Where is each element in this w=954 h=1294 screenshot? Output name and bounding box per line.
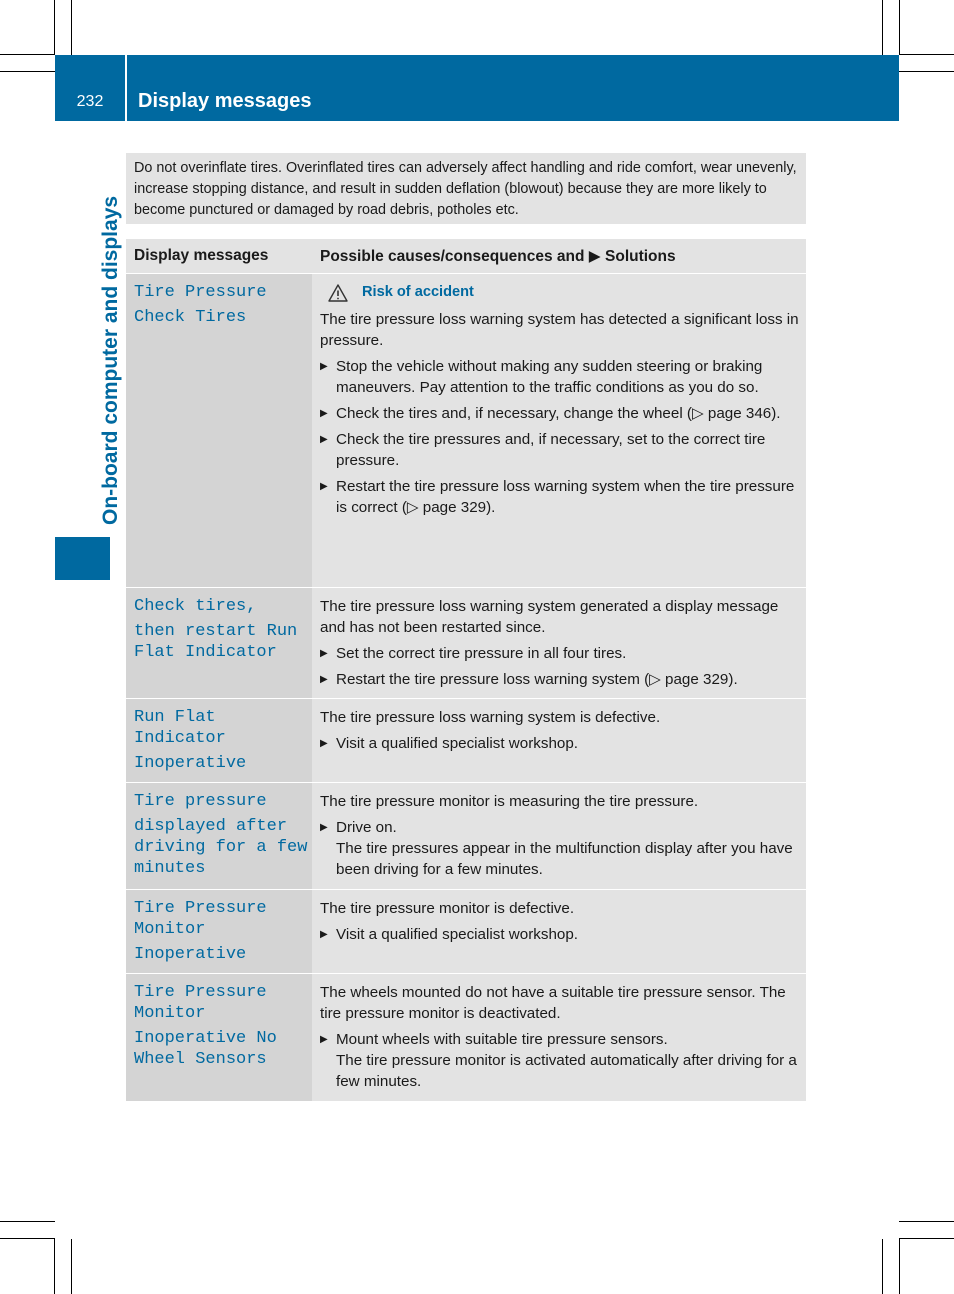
solution-step <box>320 356 800 398</box>
message-line: Tire Pressure <box>134 283 267 302</box>
warning-triangle-icon <box>328 284 348 302</box>
step-arrow-icon: ▶ <box>320 481 328 492</box>
message-line: Inoperative <box>134 754 247 773</box>
step-text: Check the tire pressures and, if necessary, set to the correct tire pressure. <box>336 431 766 469</box>
solution-step <box>320 924 800 945</box>
description-cell <box>312 783 806 890</box>
step-text: Restart the tire pressure loss warning system (▷ page 329). <box>336 671 738 688</box>
step-arrow-icon: ▶ <box>320 738 328 749</box>
table-row <box>126 588 806 699</box>
step-text: Drive on. <box>336 819 397 836</box>
step-text: Set the correct tire pressure in all four tires. <box>336 645 627 662</box>
message-line: then restart Run <box>134 622 298 641</box>
step-arrow-icon: ▶ <box>320 648 328 659</box>
description-cell <box>312 274 806 588</box>
solution-step <box>320 817 800 838</box>
table-header-row <box>126 239 806 274</box>
message-line: Tire pressure <box>134 792 267 811</box>
step-text: Visit a qualified specialist workshop. <box>336 926 578 943</box>
header-divider <box>125 55 127 121</box>
description-text: The tire pressure loss warning system has detected a significant loss in pressure. <box>320 311 799 349</box>
message-line: driving for a few <box>134 838 308 857</box>
step-arrow-icon: ▶ <box>320 434 328 445</box>
step-arrow-icon: ▶ <box>320 674 328 685</box>
solution-step <box>320 403 800 424</box>
step-arrow-icon: ▶ <box>320 361 328 372</box>
message-line: Flat Indicator <box>134 643 277 662</box>
message-cell <box>126 699 312 783</box>
message-cell <box>126 890 312 974</box>
description-cell <box>312 699 806 783</box>
section-tab <box>55 537 110 580</box>
message-cell <box>126 974 312 1102</box>
description-text: The tire pressure loss warning system is defective. <box>320 709 661 726</box>
message-line: Monitor <box>134 1004 206 1023</box>
solution-step <box>320 429 800 471</box>
message-line: Check Tires <box>134 308 247 327</box>
description-cell <box>312 588 806 699</box>
page-header <box>55 55 899 121</box>
step-text: Mount wheels with suitable tire pressure sensors. <box>336 1031 668 1048</box>
solution-step <box>320 476 800 518</box>
step-text: Stop the vehicle without making any sudden steering or braking maneuvers. Pay attention to the traffic conditions as you do so. <box>336 358 763 396</box>
message-line: Monitor <box>134 920 206 939</box>
header-causes-solutions: Possible causes/consequences and ▶ Solutions <box>312 239 806 274</box>
message-cell <box>126 783 312 890</box>
message-line: Inoperative No <box>134 1029 277 1048</box>
step-note: The tire pressure monitor is activated automatically after driving for a few minutes. <box>336 1052 797 1090</box>
table-row <box>126 890 806 974</box>
solution-step <box>320 643 800 664</box>
description-text: The tire pressure monitor is measuring the tire pressure. <box>320 793 699 810</box>
page-title: Display messages <box>138 90 312 112</box>
message-line: displayed after <box>134 817 288 836</box>
solution-step <box>320 1029 800 1050</box>
message-cell <box>126 588 312 699</box>
description-text: The tire pressure loss warning system generated a display message and has not been restarted since. <box>320 598 779 636</box>
warning-note: Do not overinflate tires. Overinflated tires can adversely affect handling and ride comfort, wear unevenly, increase stopping distance, and result in sudden deflation (blowout) because they are more likely to become punctured or damaged by road debris, potholes etc. <box>126 153 806 224</box>
step-arrow-icon: ▶ <box>320 408 328 419</box>
table-row <box>126 274 806 588</box>
message-cell <box>126 274 312 588</box>
step-arrow-icon: ▶ <box>320 1034 328 1045</box>
warning-heading <box>320 282 800 303</box>
solution-step <box>320 669 800 690</box>
table-row <box>126 974 806 1102</box>
page-number: 232 <box>76 93 104 110</box>
step-arrow-icon: ▶ <box>320 822 328 833</box>
message-line: Inoperative <box>134 945 247 964</box>
description-cell <box>312 890 806 974</box>
display-messages-table <box>126 239 806 1102</box>
header-display-messages: Display messages <box>126 239 312 274</box>
message-line: Tire Pressure <box>134 899 267 918</box>
table-row <box>126 783 806 890</box>
step-text: Restart the tire pressure loss warning system when the tire pressure is correct (▷ page 329). <box>336 478 795 516</box>
message-line: Wheel Sensors <box>134 1050 267 1069</box>
step-arrow-icon: ▶ <box>320 929 328 940</box>
section-side-title: On-board computer and displays <box>99 195 122 525</box>
table-row <box>126 699 806 783</box>
description-cell <box>312 974 806 1102</box>
message-line: Run Flat Indicator <box>134 708 226 748</box>
description-text: The wheels mounted do not have a suitable tire pressure sensor. The tire pressure monitor is deactivated. <box>320 984 786 1022</box>
description-text: The tire pressure monitor is defective. <box>320 900 575 917</box>
message-line: minutes <box>134 859 206 878</box>
step-text: Visit a qualified specialist workshop. <box>336 735 578 752</box>
warning-label: Risk of accident <box>362 284 474 300</box>
step-text: Check the tires and, if necessary, change the wheel (▷ page 346). <box>336 405 781 422</box>
step-note: The tire pressures appear in the multifunction display after you have been driving for a few minutes. <box>336 840 793 878</box>
solution-step <box>320 733 800 754</box>
message-line: Tire Pressure <box>134 983 267 1002</box>
message-line: Check tires, <box>134 597 257 616</box>
